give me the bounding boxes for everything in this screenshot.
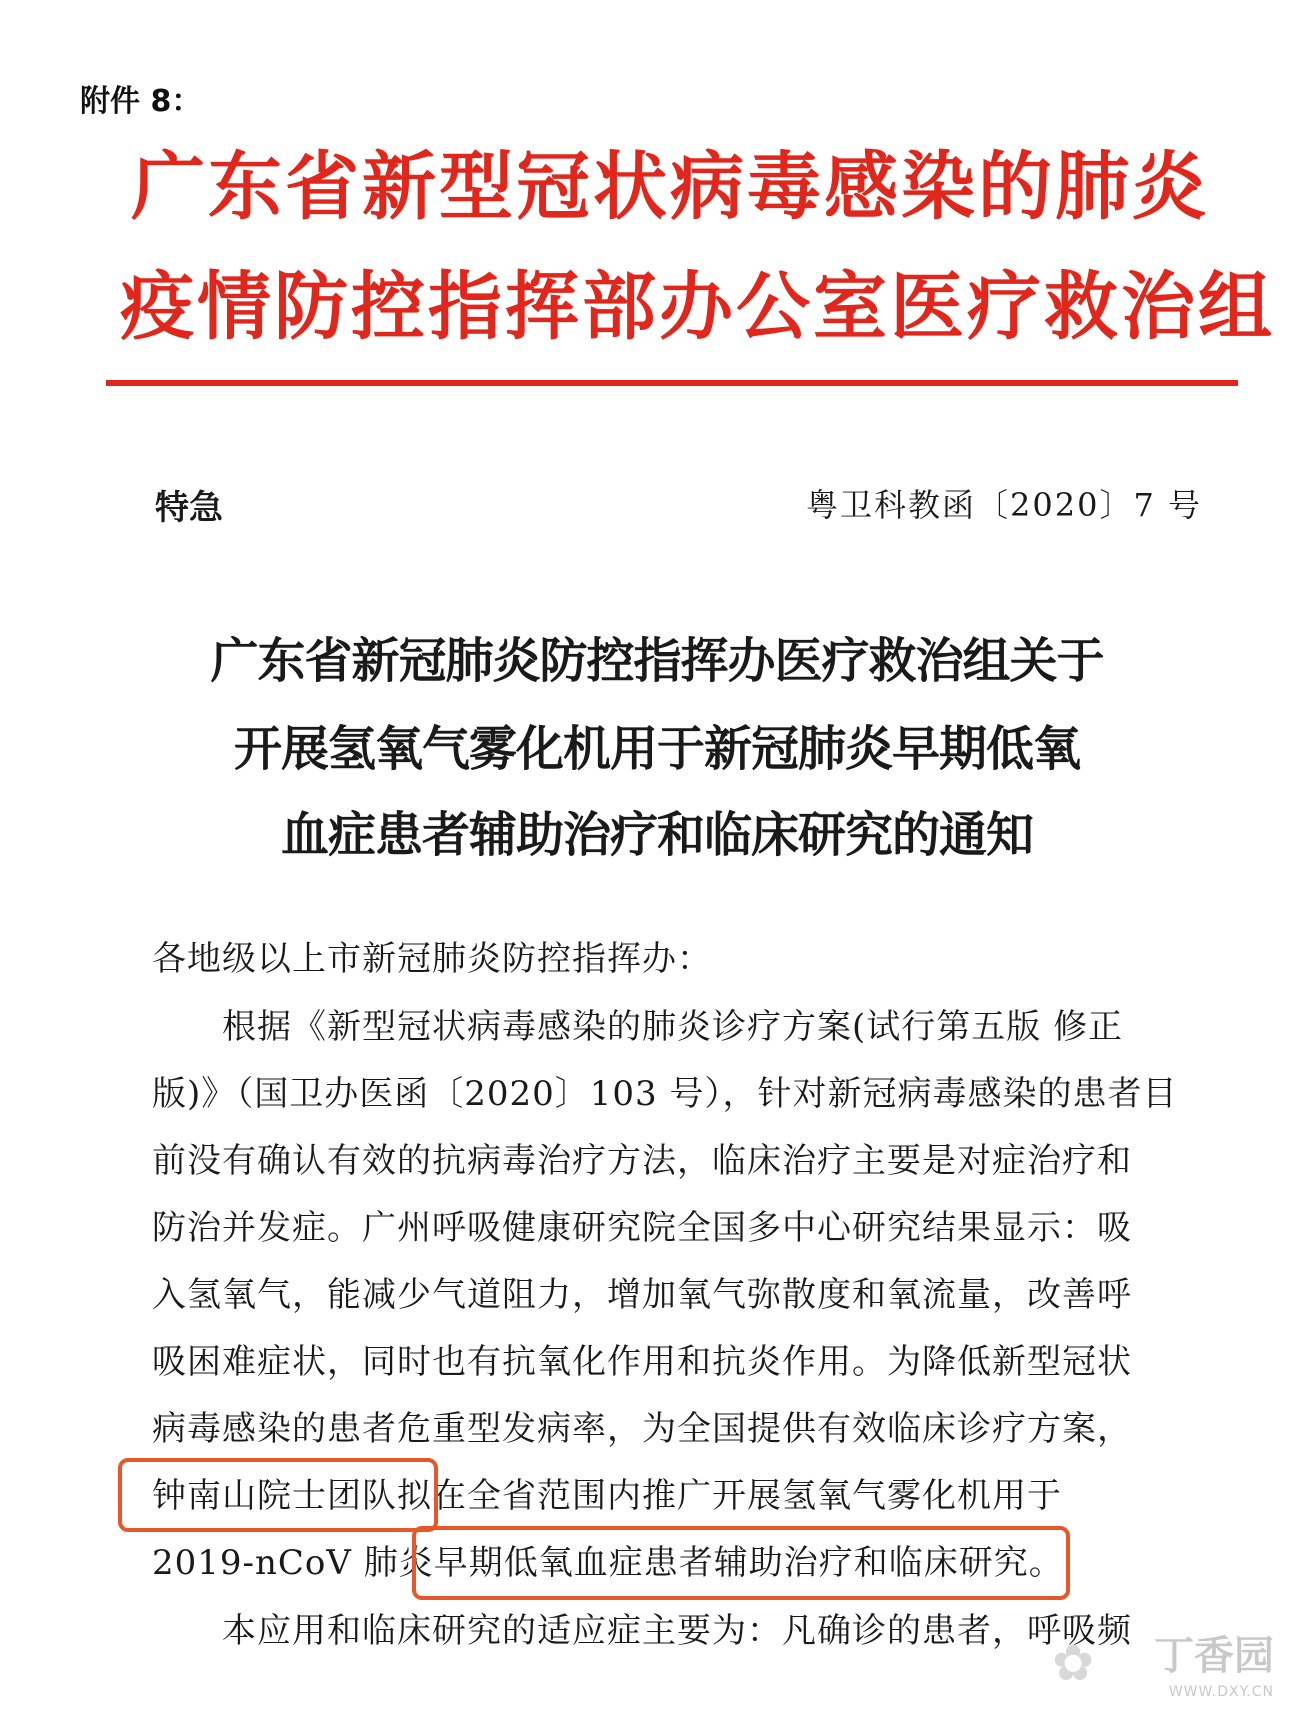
highlight-zhong-team: 钟南山院士团队 <box>152 1476 397 1516</box>
highlight-box-1 <box>118 1458 438 1532</box>
issuer-header-line1: 广东省新型冠状病毒感染的肺炎 <box>131 144 1209 230</box>
body-line: 吸困难症状，同时也有抗氧化作用和抗炎作用。为降低新型冠状 <box>152 1342 1132 1382</box>
body-line: 防治并发症。广州呼吸健康研究院全国多中心研究结果显示：吸 <box>152 1208 1132 1248</box>
body-line: 前没有确认有效的抗病毒治疗方法，临床治疗主要是对症治疗和 <box>152 1141 1132 1181</box>
watermark <box>1154 1624 1274 1700</box>
issuer-header-line2: 疫情防控指挥部办公室医疗救治组 <box>120 264 1275 350</box>
notice-title-line2: 开展氢氧气雾化机用于新冠肺炎早期低氧 <box>233 721 1080 777</box>
watermark-brand: 丁香园 <box>1154 1633 1274 1679</box>
salutation: 各地级以上市新冠肺炎防控指挥办： <box>152 939 712 979</box>
red-divider <box>106 380 1238 386</box>
body-line: 本应用和临床研究的适应症主要为：凡确诊的患者，呼吸频 <box>222 1611 1132 1651</box>
document-number: 粤卫科教函〔2020〕7 号 <box>806 486 1202 524</box>
urgency-label: 特急 <box>155 488 223 528</box>
watermark-url: WWW.DXY.CN <box>1168 1684 1274 1700</box>
notice-title-line3: 血症患者辅助治疗和临床研究的通知 <box>280 807 1033 863</box>
dxy-flower-icon: ✿ <box>1052 1634 1094 1692</box>
highlight-research-scope: 早期低氧血症患者辅助治疗和临床研究。 <box>433 1543 1064 1583</box>
highlight-box-2 <box>412 1526 1070 1600</box>
body-line: 入氢氧气，能减少气道阻力，增加氧气弥散度和氧流量，改善呼 <box>152 1275 1132 1315</box>
body-line: 版)》（国卫办医函〔2020〕103 号），针对新冠病毒感染的患者目 <box>152 1074 1178 1114</box>
body-text: 拟在全省范围内推广开展氢氧气雾化机用于 <box>397 1476 1062 1516</box>
body-line: 病毒感染的患者危重型发病率，为全国提供有效临床诊疗方案， <box>152 1409 1132 1449</box>
body-line: 根据《新型冠状病毒感染的肺炎诊疗方案(试行第五版 修正 <box>222 1007 1124 1047</box>
body-text: 2019-nCoV 肺炎 <box>152 1543 434 1583</box>
notice-title-line1: 广东省新冠肺炎防控指挥办医疗救治组关于 <box>210 633 1104 689</box>
attachment-label: 附件 8： <box>80 84 202 119</box>
